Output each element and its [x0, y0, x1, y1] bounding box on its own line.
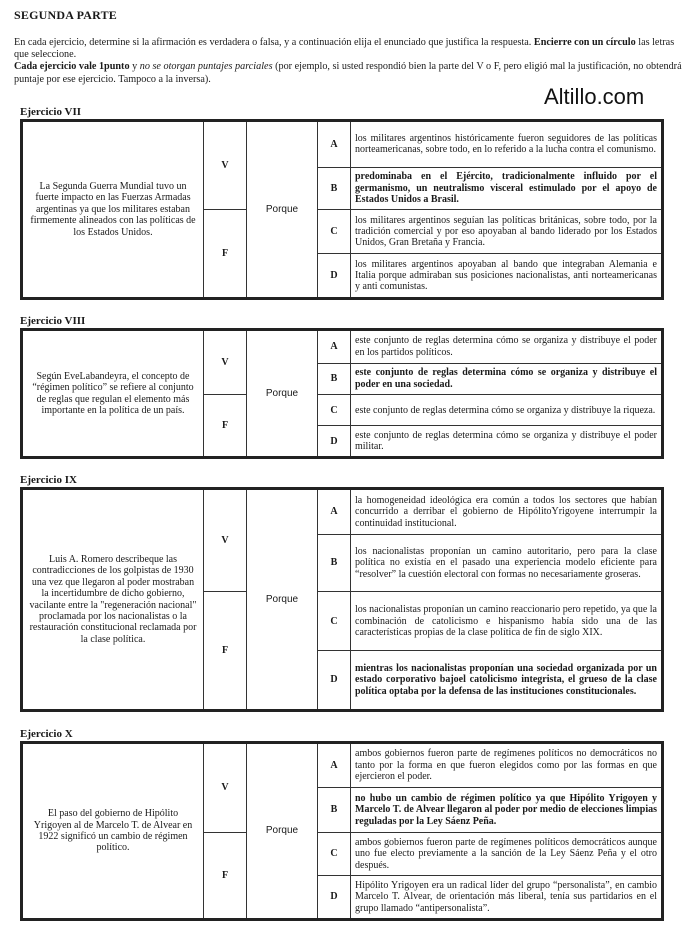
option-letter[interactable]: A	[318, 743, 351, 788]
option-text: no hubo un cambio de régimen político ya que Hipólito Yrigoyen y Marcelo T. de Alvear llegaron al poder por medio de elecciones limpias reguladas por la Ley Sáenz Peña.	[351, 788, 663, 833]
option-letter[interactable]: A	[318, 121, 351, 168]
section-title: SEGUNDA PARTE	[14, 8, 117, 22]
option-letter[interactable]: B	[318, 788, 351, 833]
option-text: ambos gobiernos fueron parte de regímenes políticos democráticos aunque uno fue electo previamente a la sanción de la Ley Sáenz Peña y el otro después.	[351, 833, 663, 876]
option-text: los nacionalistas proponían un camino reaccionario pero repetido, ya que la combinación de catolicismo e hispanismo había sido una de las características propias de la clase política de fin de siglo XIX.	[351, 592, 663, 651]
option-text: predominaba en el Ejército, tradicionalmente influido por el germanismo, un neutralismo visceral estimulado por el apoyo de Estados Unidos a Brasil.	[351, 167, 663, 209]
option-text: los militares argentinos apoyaban al bando que integraban Alemania e Italia porque admiraban sus posiciones nacionalistas, anti norteamericanas y anti comunistas.	[351, 254, 663, 299]
false-option[interactable]: F	[204, 209, 247, 298]
false-option[interactable]: F	[204, 833, 247, 920]
option-letter[interactable]: B	[318, 167, 351, 209]
exercise-table	[20, 119, 664, 300]
option-letter[interactable]: C	[318, 395, 351, 426]
option-letter[interactable]: C	[318, 833, 351, 876]
option-letter[interactable]: B	[318, 363, 351, 394]
option-text: este conjunto de reglas determina cómo se organiza y distribuye el poder en los partidos políticos.	[351, 330, 663, 364]
option-text: los nacionalistas proponían un camino autoritario, pero para la clase política no existía en el pasado una experiencia modelo eficiente para “resolver” la cuestión electoral con formas no necesariamente groseras.	[351, 534, 663, 592]
option-text: Hipólito Yrigoyen era un radical líder del grupo “personalista”, en cambio Marcelo T. Alvear, de orientación más liberal, tenía sus partidarios en el grupo llamado “antipersonalista”.	[351, 876, 663, 920]
exercise-title: Ejercicio IX	[20, 474, 77, 486]
instructions-line1b: las letras que seleccione.	[14, 37, 675, 61]
porque-label: Porque	[247, 743, 318, 920]
exercise-table	[20, 741, 664, 921]
instructions-italic: no se otorgan puntajes parciales	[139, 61, 273, 73]
option-letter[interactable]: D	[318, 254, 351, 299]
porque-label: Porque	[247, 489, 318, 711]
option-letter[interactable]: D	[318, 651, 351, 711]
exercise-statement: La Segunda Guerra Mundial tuvo un fuerte impacto en las Fuerzas Armadas argentinas ya que los militares estaban firmemente alineados con las políticas de los Estados Unidos.	[22, 121, 204, 299]
exercise-statement: Según EveLabandeyra, el concepto de “régimen político” se refiere al conjunto de reglas que regulan el elemento más importante en la política de un país.	[22, 330, 204, 458]
option-letter[interactable]: D	[318, 426, 351, 458]
exercise-statement: Luis A. Romero describeque las contradicciones de los golpistas de 1930 una vez que llegaron al poder mostraban la incertidumbre de dicho gobierno, vacilante entre la "regeneración nacional" proclamada por los nacionalistas o la restauración constitucional reclamada por la clase política.	[22, 489, 204, 711]
true-option[interactable]: V	[204, 489, 247, 592]
option-text: ambos gobiernos fueron parte de regímenes políticos no democráticos no tanto por la forma en que fueron elegidos como por las formas en que ejercieron el poder.	[351, 743, 663, 788]
false-option[interactable]: F	[204, 592, 247, 711]
option-text: este conjunto de reglas determina cómo se organiza y distribuye el poder militar.	[351, 426, 663, 458]
true-option[interactable]: V	[204, 743, 247, 833]
option-letter[interactable]: B	[318, 534, 351, 592]
instructions	[14, 37, 690, 86]
exercise-statement: El paso del gobierno de Hipólito Yrigoyen al de Marcelo T. de Alvear en 1922 significó un cambio de régimen político.	[22, 743, 204, 920]
exercise-table	[20, 328, 664, 459]
option-text: los militares argentinos históricamente fueron seguidores de las políticas norteamericanas, sobre todo, en lo referido a la lucha contra el comunismo.	[351, 121, 663, 168]
false-option[interactable]: F	[204, 395, 247, 458]
instructions-bold2: Cada ejercicio vale 1punto	[14, 61, 130, 73]
exercise-table	[20, 487, 664, 712]
option-text: mientras los nacionalistas proponían una sociedad organizada por un estado corporativo bajoel catolicismo integrista, el grueso de la clase política optaba por la defensa de las instituciones constitucionales.	[351, 651, 663, 711]
porque-label: Porque	[247, 330, 318, 458]
option-letter[interactable]: C	[318, 209, 351, 254]
option-letter[interactable]: C	[318, 592, 351, 651]
exercise-title: Ejercicio X	[20, 728, 73, 740]
instructions-mid: y	[132, 61, 138, 73]
option-letter[interactable]: A	[318, 330, 351, 364]
true-option[interactable]: V	[204, 121, 247, 210]
option-text: la homogeneidad ideológica era común a todos los sectores que habían concurrido a derribar el gobierno de HipólitoYrigoyene interrumpir la continuidad institucional.	[351, 489, 663, 535]
option-letter[interactable]: A	[318, 489, 351, 535]
watermark: Altillo.com	[544, 84, 645, 109]
exercise-title: Ejercicio VIII	[20, 315, 86, 327]
option-letter[interactable]: D	[318, 876, 351, 920]
instructions-line1: En cada ejercicio, determine si la afirmación es verdadera o falsa, y a continuación elija el enunciado que justifica la respuesta.	[14, 37, 532, 48]
instructions-line2: (por ejemplo, si usted respondió bien la parte del V o F, pero eligió mal la justificación, no obtendrá puntaje por ese ejercicio. Tampoco a la inversa).	[14, 61, 682, 85]
true-option[interactable]: V	[204, 330, 247, 395]
porque-label: Porque	[247, 121, 318, 299]
option-text: este conjunto de reglas determina cómo se organiza y distribuye la riqueza.	[351, 395, 663, 426]
option-text: los militares argentinos seguían las políticas británicas, sobre todo, por la tradición comercial y por eso apoyaban al bando liderado por los Estados Unidos, Gran Bretaña y Francia.	[351, 209, 663, 254]
exercise-title: Ejercicio VII	[20, 106, 81, 118]
option-text: este conjunto de reglas determina cómo se organiza y distribuye el poder en una sociedad.	[351, 363, 663, 394]
instructions-bold1: Encierre con un círculo	[533, 37, 636, 48]
